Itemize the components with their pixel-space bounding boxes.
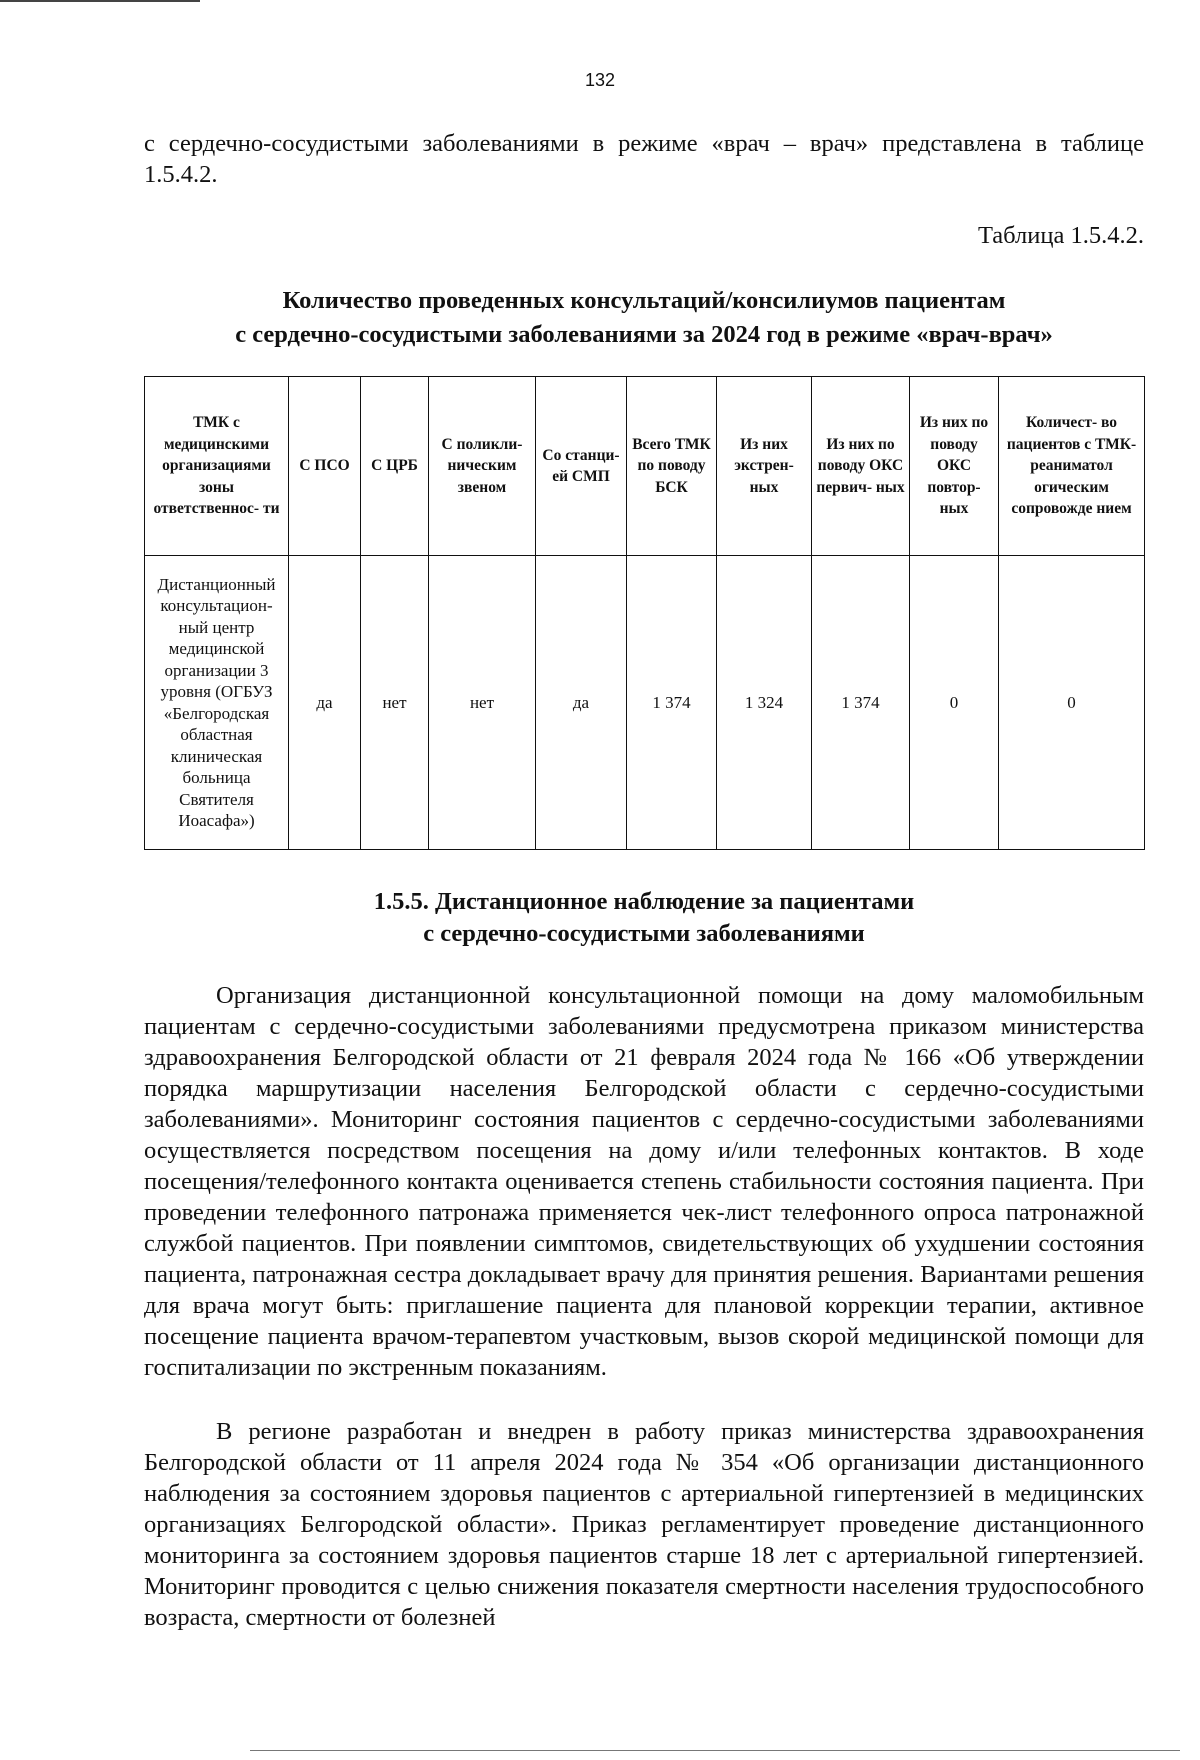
cell-oks-repeat: 0 (910, 556, 999, 850)
scan-bottom-line (250, 1750, 1180, 1751)
header-oks-repeat: Из них по поводу ОКС повтор- ных (910, 377, 999, 556)
table-title-line-1: Количество проведенных консультаций/консилиумов пациентам (282, 287, 1006, 314)
section-title-line-1: 1.5.5. Дистанционное наблюдение за пациентами (373, 888, 915, 915)
cell-organization: Дистанционный консультацион- ный центр медицинской организации 3 уровня (ОГБУЗ «Белгородская областная клиническая больница Святителя Иоасафа») (145, 556, 289, 850)
header-smp: Со станци- ей СМП (536, 377, 627, 556)
consultations-table (144, 376, 1145, 850)
header-emergency: Из них экстрен- ных (717, 377, 812, 556)
cell-reanimation: 0 (999, 556, 1145, 850)
cell-crb: нет (361, 556, 429, 850)
header-polyclinic: С поликли- ническим звеном (429, 377, 536, 556)
cell-smp: да (536, 556, 627, 850)
table-title (144, 284, 1144, 352)
section-title-line-2: с сердечно-сосудистыми заболеваниями (423, 920, 865, 947)
table-row (145, 556, 1145, 850)
table-header-row (145, 377, 1145, 556)
cell-oks-primary: 1 374 (812, 556, 910, 850)
scan-edge-line (0, 0, 200, 2)
header-crb: С ЦРБ (361, 377, 429, 556)
cell-pso: да (289, 556, 361, 850)
cell-polyclinic: нет (429, 556, 536, 850)
table-label: Таблица 1.5.4.2. (977, 222, 1144, 249)
header-oks-primary: Из них по поводу ОКС первич- ных (812, 377, 910, 556)
intro-paragraph: с сердечно-сосудистыми заболеваниями в режиме «врач – врач» представлена в таблице 1.5.4.2. (144, 130, 1144, 188)
section-title (144, 886, 1144, 950)
header-total-bsk: Всего ТМК по поводу БСК (627, 377, 717, 556)
table-title-line-2: с сердечно-сосудистыми заболеваниями за 2024 год в режиме «врач-врач» (235, 321, 1053, 348)
body-paragraph-1: Организация дистанционной консультационной помощи на дому маломобильным пациентам с сердечно-сосудистыми заболеваниями предусмотрена приказом министерства здравоохранения Белгородской области от 21 февраля 2024 года № 166 «Об утверждении порядка маршрутизации населения Белгородской области с сердечно-сосудистыми заболеваниями». Мониторинг состояния пациентов с сердечно-сосудистыми заболеваниями осуществляется посредством посещения на дому и/или телефонных контактов. В ходе посещения/телефонного контакта оценивается степень стабильности состояния пациента. При проведении телефонного патронажа применяется чек-лист телефонного опроса патронажной службой пациентов. При появлении симптомов, свидетельствующих об ухудшении состояния пациента, патронажная сестра докладывает врачу для принятия решения. Вариантами решения для врача могут быть: приглашение пациента для плановой коррекции терапии, активное посещение пациента врачом-терапевтом участковым, вызов скорой медицинской помощи для госпитализации по экстренным показаниям. (144, 982, 1144, 1381)
header-pso: С ПСО (289, 377, 361, 556)
cell-emergency: 1 324 (717, 556, 812, 850)
page-number: 132 (584, 70, 616, 90)
header-reanimation: Количест- во пациентов с ТМК- реаниматол огическим сопровожде нием (999, 377, 1145, 556)
cell-total-bsk: 1 374 (627, 556, 717, 850)
header-tmk-organizations: ТМК с медицинскими организациями зоны ответственнос- ти (145, 377, 289, 556)
body-paragraph-2: В регионе разработан и внедрен в работу приказ министерства здравоохранения Белгородской области от 11 апреля 2024 года № 354 «Об организации дистанционного наблюдения за состоянием здоровья пациентов с артериальной гипертензией в медицинских организациях Белгородской области». Приказ регламентирует проведение дистанционного мониторинга за состоянием здоровья пациентов старше 18 лет с артериальной гипертензией. Мониторинг проводится с целью снижения показателя смертности населения трудоспособного возраста, смертности от болезней (144, 1418, 1144, 1631)
